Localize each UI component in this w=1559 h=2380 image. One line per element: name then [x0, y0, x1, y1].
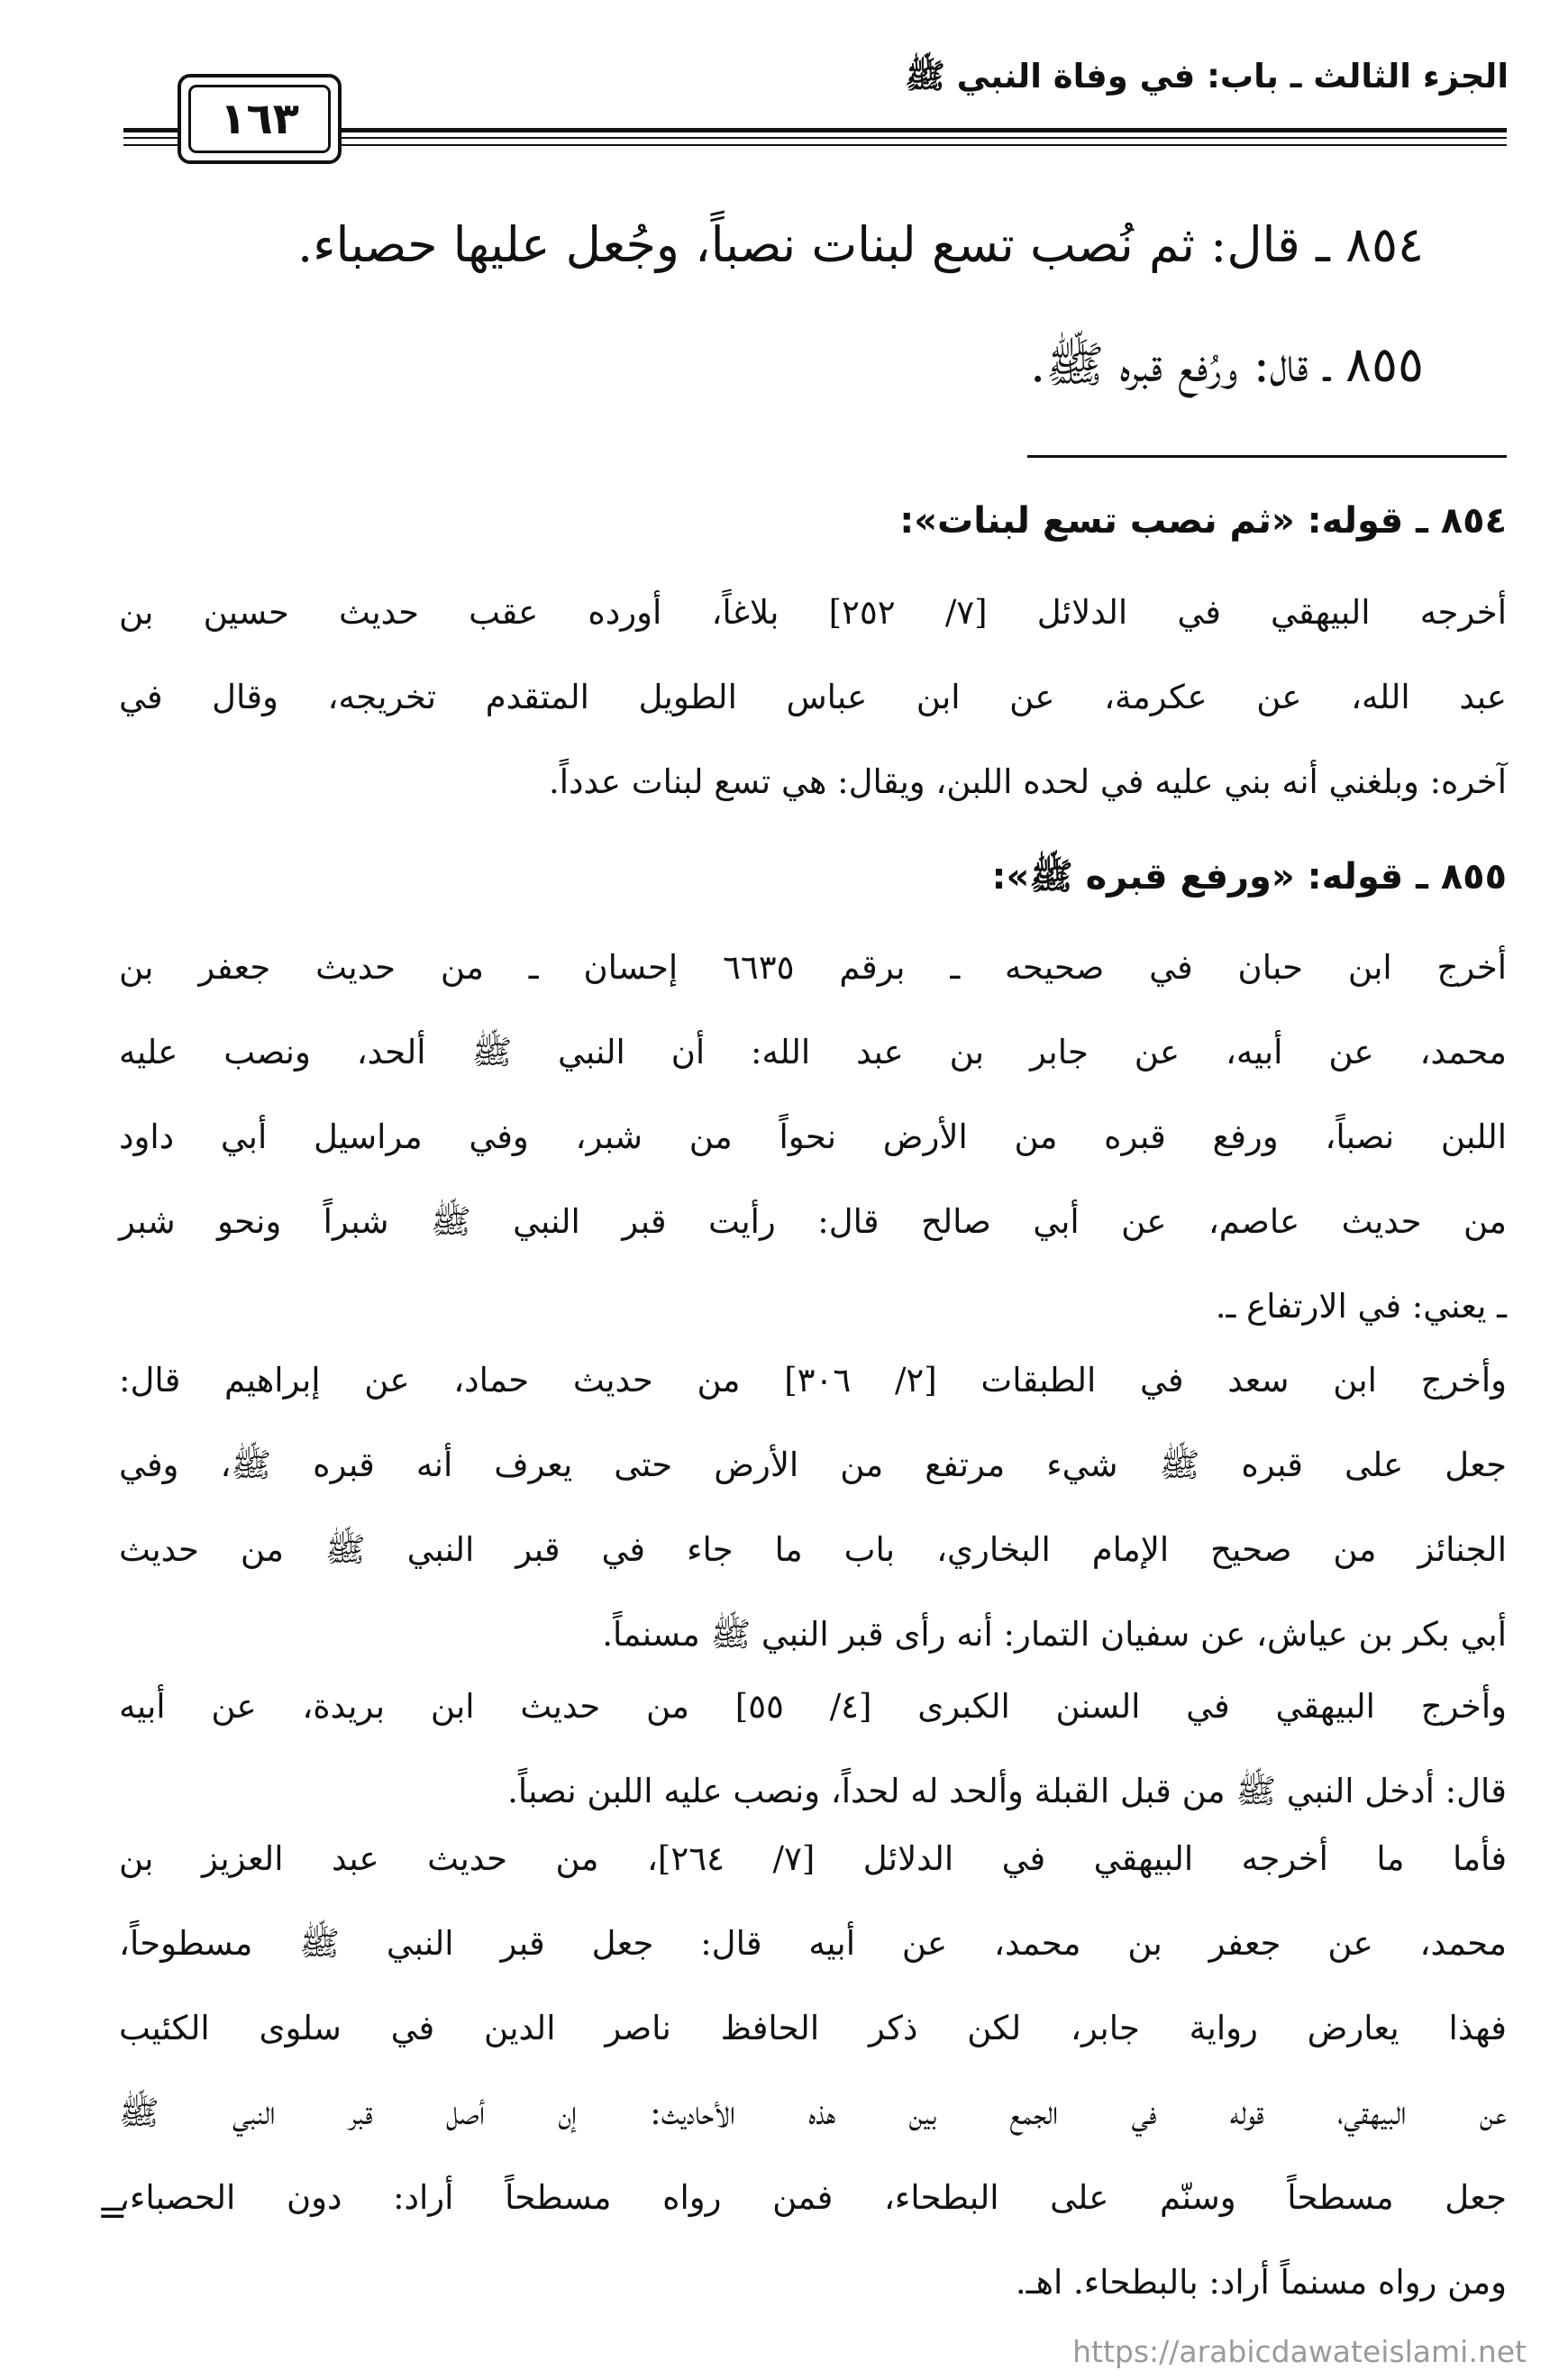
- page-number: ١٦٣: [188, 85, 331, 153]
- commentary-paragraph: [119, 1817, 1507, 2325]
- commentary-paragraph: [119, 926, 1507, 1349]
- commentary-paragraph: [119, 1664, 1507, 1834]
- source-watermark: https://arabicdawateislami.net: [1072, 2334, 1527, 2369]
- text-line: قال: أدخل النبي ﷺ من قبل القبلة وألحد له لحداً، ونصب عليه اللبن نصباً.: [507, 1772, 1507, 1810]
- commentary-heading-854: ٨٥٤ ـ قوله: «ثم نصب تسع لبنات»:: [899, 500, 1507, 542]
- continuation-mark: =: [97, 2192, 128, 2233]
- text-line: من حديث عاصم، عن أبي صالح قال: رأيت قبر النبي ﷺ شبراً ونحو شبر: [119, 1202, 1507, 1241]
- text-line: عن البيهقي، قوله في الجمع بين هذه الأحاديث: إن أصل قبر النبي ﷺ: [119, 2093, 1507, 2132]
- text-line: ومن رواه مسنماً أراد: بالبطحاء. اهـ.: [1015, 2263, 1507, 2302]
- page-number-frame: [178, 74, 342, 164]
- text-line: محمد، عن جعفر بن محمد، عن أبيه قال: جعل قبر النبي ﷺ مسطوحاً،: [119, 1924, 1507, 1963]
- text-line: جعل على قبره ﷺ شيء مرتفع من الأرض حتى يعرف أنه قبره ﷺ، وفي: [119, 1445, 1507, 1484]
- text-line: ـ يعني: في الارتفاع ـ.: [1215, 1287, 1507, 1326]
- main-text-line-854: ٨٥٤ ـ قال: ثم نُصب تسع لبنات نصباً، وجُعل عليها حصباء.: [297, 216, 1424, 273]
- text-line: جعل مسطحاً وسنّم على البطحاء، فمن رواه مسطحاً أراد: دون الحصباء،: [119, 2178, 1507, 2217]
- text-line: الجنائز من صحيح الإمام البخاري، باب ما جاء في قبر النبي ﷺ من حديث: [119, 1530, 1507, 1569]
- commentary-heading-855: ٨٥٥ ـ قوله: «ورفع قبره ﷺ»:: [991, 856, 1507, 898]
- text-line: اللبن نصباً، ورفع قبره من الأرض نحواً من شبر، وفي مراسيل أبي داود: [119, 1117, 1507, 1156]
- text-line: وأخرج البيهقي في السنن الكبرى [٤/ ٥٥] من حديث ابن بريدة، عن أبيه: [119, 1687, 1508, 1726]
- text-line: فأما ما أخرجه البيهقي في الدلائل [٧/ ٢٦٤]، من حديث عبد العزيز بن: [119, 1839, 1508, 1878]
- text-line: أبي بكر بن عياش، عن سفيان التمار: أنه رأى قبر النبي ﷺ مسنماً.: [602, 1615, 1507, 1654]
- text-line: أخرجه البيهقي في الدلائل [٧/ ٢٥٢] بلاغاً، أورده عقب حديث حسين بن: [119, 593, 1507, 632]
- main-text-line-855: ٨٥٥ ـ قال: ورُفع قبره ﷺ.: [1030, 336, 1424, 393]
- text-line: فهذا يعارض رواية جابر، لكن ذكر الحافظ ناصر الدين في سلوى الكئيب: [119, 2009, 1507, 2047]
- commentary-paragraph: [119, 570, 1507, 825]
- text-line: آخره: وبلغني أنه بني عليه في لحده اللبن، ويقال: هي تسع لبنات عدداً.: [548, 762, 1507, 801]
- text-line: محمد، عن أبيه، عن جابر بن عبد الله: أن النبي ﷺ ألحد، ونصب عليه: [119, 1033, 1507, 1071]
- commentary-paragraph: [119, 1338, 1507, 1677]
- text-line: عبد الله، عن عكرمة، عن ابن عباس الطويل المتقدم تخريجه، وقال في: [119, 678, 1507, 716]
- footnote-separator: [1027, 455, 1507, 458]
- text-line: وأخرج ابن سعد في الطبقات [٢/ ٣٠٦] من حديث حماد، عن إبراهيم قال:: [119, 1361, 1507, 1400]
- running-title: الجزء الثالث ـ باب: في وفاة النبي ﷺ: [905, 57, 1509, 96]
- text-line: أخرج ابن حبان في صحيحه ـ برقم ٦٦٣٥ إحسان ـ من حديث جعفر بن: [119, 948, 1507, 987]
